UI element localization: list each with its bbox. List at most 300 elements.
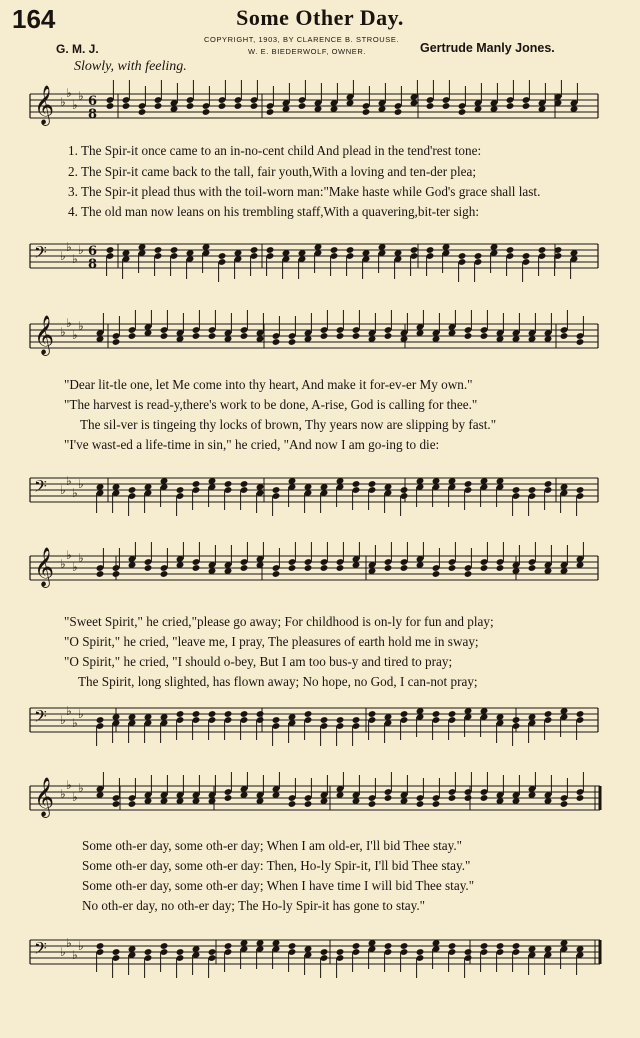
note-chord	[298, 249, 307, 279]
note-chord	[426, 246, 435, 276]
note-chord	[362, 86, 371, 116]
note-chord	[464, 310, 473, 340]
note-chord	[400, 486, 409, 516]
note-chord	[432, 548, 441, 578]
note-chord	[346, 246, 355, 276]
note-chord	[336, 542, 345, 572]
flat-icon: ♭	[78, 781, 84, 795]
note-chord	[160, 713, 169, 743]
flat-icon: ♭	[60, 557, 66, 571]
note-chord	[528, 772, 537, 799]
note-chord	[202, 243, 211, 273]
time-signature: 8	[88, 257, 98, 272]
flat-icon: ♭	[72, 252, 78, 266]
flat-icon: ♭	[66, 704, 72, 718]
note-chord	[352, 480, 361, 510]
note-chord	[330, 83, 339, 113]
note-chord	[416, 310, 425, 337]
note-chord	[448, 542, 457, 572]
verse-line: Some oth-er day, some oth-er day; When I am old-er, I'll bid Thee stay."	[82, 838, 463, 853]
verse-line: "Dear lit-tle one, let Me come into thy heart, And make it for-ev-er My own."	[64, 377, 473, 392]
time-signature: 6	[88, 244, 98, 259]
flat-icon: ♭	[72, 98, 78, 112]
note-chord	[490, 83, 499, 113]
flat-icon: ♭	[66, 240, 72, 254]
note-chord	[128, 713, 137, 743]
note-chord	[224, 480, 233, 510]
note-chord	[538, 83, 547, 113]
note-chord	[304, 778, 313, 808]
note-chord	[256, 542, 265, 569]
note-chord	[176, 710, 185, 740]
note-chord	[304, 542, 313, 572]
note-chord	[368, 313, 377, 343]
note-chord	[250, 246, 259, 276]
note-chord	[304, 313, 313, 343]
note-chord	[160, 942, 169, 972]
note-chord	[256, 775, 265, 805]
verse-line: 4. The old man now leans on his trembling staff,With a quavering,bit-ter sigh:	[68, 204, 480, 219]
treble-clef-icon: 𝄞	[34, 547, 55, 587]
note-chord	[416, 707, 425, 737]
flat-icon: ♭	[78, 477, 84, 491]
note-chord	[384, 310, 393, 340]
note-chord	[464, 548, 473, 578]
note-chord	[432, 939, 441, 969]
note-chord	[368, 778, 377, 808]
note-chord	[106, 80, 115, 110]
note-chord	[570, 83, 579, 113]
note-chord	[522, 252, 531, 282]
note-chord	[320, 948, 329, 978]
note-chord	[464, 948, 473, 978]
note-chord	[506, 80, 515, 110]
note-chord	[272, 716, 281, 746]
note-chord	[480, 542, 489, 572]
note-chord	[224, 545, 233, 575]
note-chord	[224, 313, 233, 343]
note-chord	[506, 246, 515, 276]
flat-icon: ♭	[78, 319, 84, 333]
note-chord	[528, 486, 537, 516]
verse-line: Some oth-er day, some oth-er day; When I have time I will bid Thee stay."	[82, 878, 475, 893]
flat-icon: ♭	[60, 95, 66, 109]
note-chord	[464, 480, 473, 510]
note-chord	[368, 480, 377, 510]
note-chord	[218, 80, 227, 110]
flat-icon: ♭	[66, 936, 72, 950]
note-chord	[458, 86, 467, 116]
note-chord	[448, 772, 457, 802]
note-chord	[544, 945, 553, 975]
flat-icon: ♭	[60, 787, 66, 801]
bass-clef-icon: 𝄢	[34, 476, 47, 500]
note-chord	[400, 775, 409, 805]
note-chord	[378, 83, 387, 113]
note-chord	[336, 310, 345, 340]
note-chord	[176, 948, 185, 978]
flat-icon: ♭	[78, 551, 84, 565]
note-chord	[544, 480, 553, 510]
note-chord	[384, 942, 393, 972]
note-chord	[208, 477, 217, 507]
note-chord	[464, 707, 473, 737]
note-chord	[208, 545, 217, 575]
treble-clef-icon: 𝄞	[34, 777, 55, 817]
verse-line: 1. The Spir-it once came to an in-no-cent child And plead in the tend'rest tone:	[68, 143, 482, 158]
owner-notice: W. E. BIEDERWOLF, OWNER.	[248, 47, 367, 56]
note-chord	[352, 310, 361, 340]
note-chord	[112, 778, 121, 808]
note-chord	[528, 713, 537, 743]
treble-clef-icon: 𝄞	[34, 85, 55, 125]
note-chord	[96, 942, 105, 972]
hymn-number: 164	[12, 4, 56, 34]
note-chord	[266, 86, 275, 116]
note-chord	[368, 939, 377, 969]
treble-staff-4	[0, 772, 640, 832]
bass-clef-icon: 𝄢	[34, 938, 47, 962]
flat-icon: ♭	[60, 249, 66, 263]
note-chord	[416, 477, 425, 507]
note-chord	[384, 542, 393, 572]
note-chord	[96, 716, 105, 746]
note-chord	[176, 313, 185, 343]
treble-staff-3	[0, 542, 640, 602]
note-chord	[314, 243, 323, 273]
flat-icon: ♭	[66, 316, 72, 330]
note-chord	[128, 486, 137, 516]
note-chord	[490, 243, 499, 273]
note-chord	[368, 710, 377, 740]
note-chord	[288, 942, 297, 972]
note-chord	[544, 775, 553, 805]
treble-staff-1	[0, 80, 640, 140]
note-chord	[544, 545, 553, 575]
note-chord	[320, 716, 329, 746]
note-chord	[208, 948, 217, 978]
note-chord	[496, 542, 505, 572]
note-chord	[496, 313, 505, 343]
note-chord	[336, 477, 345, 507]
note-chord	[240, 939, 249, 969]
verse-line: Some oth-er day, some oth-er day: Then, Ho-ly Spir-it, I'll bid Thee stay."	[82, 858, 471, 873]
note-chord	[128, 310, 137, 340]
note-chord	[576, 486, 585, 516]
note-chord	[256, 483, 265, 513]
note-chord	[400, 710, 409, 740]
note-chord	[352, 942, 361, 972]
note-chord	[320, 542, 329, 572]
note-chord	[576, 542, 585, 569]
flat-icon: ♭	[72, 948, 78, 962]
note-chord	[320, 483, 329, 513]
note-chord	[288, 778, 297, 808]
note-chord	[528, 542, 537, 572]
note-chord	[352, 775, 361, 805]
note-chord	[282, 83, 291, 113]
note-chord	[96, 548, 105, 578]
note-chord	[336, 716, 345, 746]
note-chord	[240, 710, 249, 740]
note-chord	[426, 80, 435, 110]
note-chord	[288, 477, 297, 507]
flat-icon: ♭	[72, 716, 78, 730]
note-chord	[144, 542, 153, 572]
note-chord	[320, 775, 329, 805]
note-chord	[560, 778, 569, 808]
note-chord	[400, 542, 409, 572]
flat-icon: ♭	[60, 713, 66, 727]
note-chord	[304, 710, 313, 740]
note-chord	[240, 310, 249, 340]
verse-line: "The harvest is read-y,there's work to be done, A-rise, God is calling for thee."	[64, 397, 478, 412]
note-chord	[144, 948, 153, 978]
note-chord	[448, 710, 457, 740]
flat-icon: ♭	[78, 939, 84, 953]
treble-staff-2	[0, 310, 640, 370]
bass-clef-icon: 𝄢	[34, 706, 47, 730]
verse-line: "O Spirit," he cried, "I should o-bey, But I am too bus-y and tired to pray;	[64, 654, 453, 669]
note-chord	[288, 316, 297, 346]
verse-line: 2. The Spir-it came back to the tall, fair youth,With a loving and ten-der plea;	[68, 164, 477, 179]
note-chord	[224, 772, 233, 802]
note-chord	[400, 942, 409, 972]
note-chord	[160, 310, 169, 340]
note-chord	[240, 772, 249, 799]
note-chord	[512, 775, 521, 805]
note-chord	[192, 542, 201, 572]
note-chord	[474, 83, 483, 113]
note-chord	[384, 483, 393, 513]
note-chord	[416, 778, 425, 808]
treble-clef-icon: 𝄞	[34, 315, 55, 355]
note-chord	[144, 310, 153, 337]
note-chord	[544, 710, 553, 740]
note-chord	[570, 249, 579, 279]
lyricist-credit: G. M. J.	[56, 42, 99, 56]
note-chord	[160, 477, 169, 507]
note-chord	[218, 252, 227, 282]
note-chord	[304, 945, 313, 975]
verse-line: No oth-er day, no oth-er day; The Ho-ly Spir-it has gone to stay."	[82, 898, 426, 913]
note-chord	[298, 80, 307, 110]
note-chord	[192, 945, 201, 975]
note-chord	[432, 477, 441, 507]
note-chord	[240, 480, 249, 510]
note-chord	[224, 710, 233, 740]
note-chord	[394, 249, 403, 279]
note-chord	[352, 716, 361, 746]
note-chord	[496, 477, 505, 507]
note-chord	[352, 542, 361, 569]
flat-icon: ♭	[72, 486, 78, 500]
note-chord	[160, 548, 169, 578]
note-chord	[576, 945, 585, 975]
note-chord	[512, 942, 521, 972]
note-chord	[240, 542, 249, 572]
note-chord	[122, 80, 131, 110]
note-chord	[208, 775, 217, 805]
note-chord	[496, 942, 505, 972]
note-chord	[554, 246, 563, 276]
note-chord	[144, 775, 153, 805]
note-chord	[512, 486, 521, 516]
note-chord	[432, 778, 441, 808]
note-chord	[464, 772, 473, 802]
note-chord	[154, 80, 163, 110]
note-chord	[272, 772, 281, 799]
note-chord	[448, 477, 457, 507]
verse-line: "O Spirit," he cried, "leave me, I pray, The pleasures of earth hold me in sway;	[64, 634, 479, 649]
note-chord	[378, 243, 387, 273]
verse-line: 3. The Spir-it plead thus with the toil-worn man:"Make haste while God's grace shall last.	[68, 184, 541, 199]
note-chord	[234, 249, 243, 279]
note-chord	[576, 772, 585, 802]
note-chord	[512, 313, 521, 343]
flat-icon: ♭	[78, 243, 84, 257]
note-chord	[122, 249, 131, 279]
flat-icon: ♭	[66, 86, 72, 100]
note-chord	[410, 80, 419, 107]
note-chord	[458, 252, 467, 282]
note-chord	[410, 246, 419, 276]
note-chord	[170, 83, 179, 113]
note-chord	[480, 942, 489, 972]
note-chord	[560, 310, 569, 340]
bass-staff-2	[0, 456, 640, 536]
note-chord	[202, 86, 211, 116]
note-chord	[384, 772, 393, 802]
time-signature: 6	[88, 94, 98, 109]
flat-icon: ♭	[72, 790, 78, 804]
bass-clef-icon: 𝄢	[34, 242, 47, 266]
flat-icon: ♭	[60, 483, 66, 497]
note-chord	[186, 80, 195, 110]
note-chord	[320, 310, 329, 340]
note-chord	[288, 713, 297, 743]
note-chord	[528, 313, 537, 343]
note-chord	[176, 542, 185, 569]
note-chord	[368, 545, 377, 575]
verse-line: The Spirit, long slighted, has flown away; No hope, no God, I can-not pray;	[78, 674, 478, 689]
note-chord	[96, 313, 105, 343]
note-chord	[186, 249, 195, 279]
note-chord	[272, 548, 281, 578]
note-chord	[480, 707, 489, 737]
note-chord	[336, 948, 345, 978]
note-chord	[576, 710, 585, 740]
note-chord	[330, 246, 339, 276]
note-chord	[576, 316, 585, 346]
verse-line: "Sweet Spirit," he cried,"please go away; For childhood is on-ly for fun and play;	[64, 614, 494, 629]
note-chord	[128, 778, 137, 808]
note-chord	[192, 480, 201, 510]
note-chord	[176, 775, 185, 805]
note-chord	[208, 710, 217, 740]
note-chord	[234, 80, 243, 110]
note-chord	[192, 310, 201, 340]
note-chord	[448, 310, 457, 337]
note-chord	[394, 86, 403, 116]
time-signature: 8	[88, 107, 98, 122]
note-chord	[208, 310, 217, 340]
note-chord	[170, 246, 179, 276]
note-chord	[442, 80, 451, 110]
note-chord	[224, 942, 233, 972]
verse-line: The sil-ver is tingeing thy locks of brown, Thy years now are slipping by fast."	[80, 417, 497, 432]
note-chord	[432, 710, 441, 740]
note-chord	[112, 316, 121, 346]
note-chord	[128, 542, 137, 569]
note-chord	[128, 945, 137, 975]
note-chord	[522, 80, 531, 110]
note-chord	[442, 243, 451, 273]
note-chord	[256, 710, 265, 740]
note-chord	[496, 713, 505, 743]
note-chord	[106, 246, 115, 276]
note-chord	[346, 80, 355, 107]
note-chord	[560, 483, 569, 513]
note-chord	[192, 775, 201, 805]
note-chord	[560, 545, 569, 575]
note-chord	[138, 243, 147, 273]
note-chord	[480, 772, 489, 802]
tempo-marking: Slowly, with feeling.	[74, 59, 187, 74]
note-chord	[432, 313, 441, 343]
note-chord	[560, 939, 569, 969]
note-chord	[256, 939, 265, 969]
note-chord	[160, 775, 169, 805]
flat-icon: ♭	[66, 778, 72, 792]
note-chord	[250, 80, 259, 110]
bass-staff-1	[0, 222, 640, 302]
note-chord	[362, 249, 371, 279]
note-chord	[154, 246, 163, 276]
flat-icon: ♭	[60, 945, 66, 959]
note-chord	[474, 252, 483, 282]
note-chord	[314, 83, 323, 113]
note-chord	[480, 477, 489, 507]
note-chord	[144, 483, 153, 513]
copyright-notice: COPYRIGHT, 1903, BY CLARENCE B. STROUSE.	[204, 35, 400, 44]
note-chord	[112, 948, 121, 978]
bass-staff-3	[0, 692, 640, 762]
note-chord	[538, 246, 547, 276]
note-chord	[554, 80, 563, 107]
flat-icon: ♭	[66, 548, 72, 562]
note-chord	[400, 313, 409, 343]
note-chord	[416, 542, 425, 569]
note-chord	[272, 486, 281, 516]
note-chord	[96, 772, 105, 799]
note-chord	[144, 713, 153, 743]
note-chord	[384, 713, 393, 743]
note-chord	[272, 316, 281, 346]
note-chord	[528, 945, 537, 975]
verse-line: "I've wast-ed a life-time in sin," he cried, "And now I am go-ing to die:	[64, 437, 440, 452]
note-chord	[192, 710, 201, 740]
note-chord	[266, 246, 275, 276]
flat-icon: ♭	[60, 325, 66, 339]
note-chord	[496, 775, 505, 805]
note-chord	[304, 483, 313, 513]
flat-icon: ♭	[72, 560, 78, 574]
note-chord	[416, 948, 425, 978]
flat-icon: ♭	[78, 89, 84, 103]
flat-icon: ♭	[66, 474, 72, 488]
note-chord	[256, 313, 265, 343]
